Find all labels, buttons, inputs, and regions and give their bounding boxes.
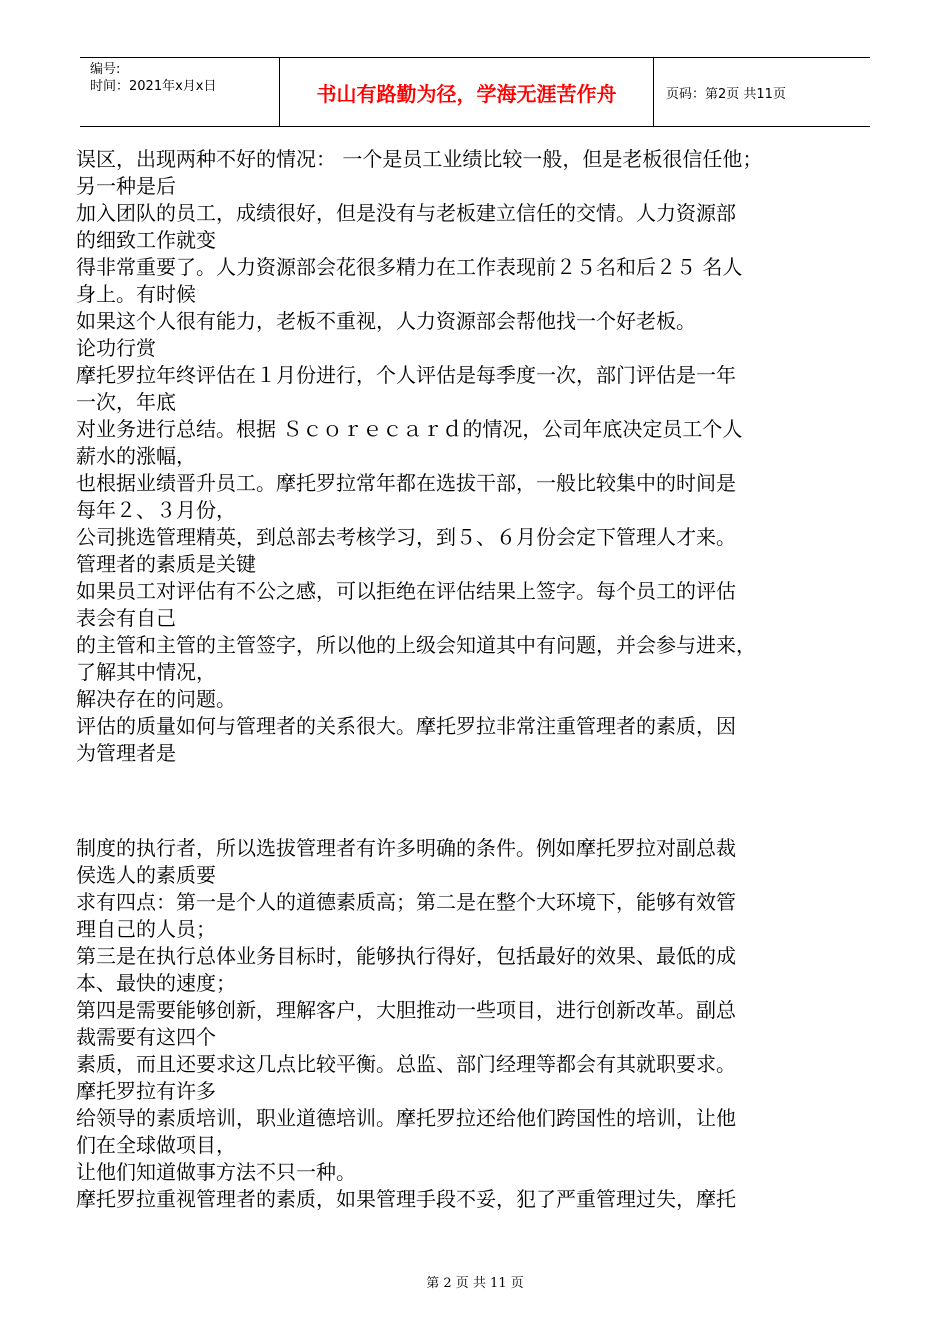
paragraph-gap [76, 767, 896, 835]
text-line: 评估的质量如何与管理者的关系很大。摩托罗拉非常注重管理者的素质，因 [76, 714, 736, 738]
text-line: 一次，年底 [76, 390, 176, 414]
text-line: 公司挑选管理精英，到总部去考核学习，到５、６月份会定下管理人才来。 [76, 525, 736, 549]
text-line: 素质，而且还要求这几点比较平衡。总监、部门经理等都会有其就职要求。 [76, 1052, 736, 1076]
text-line: 也根据业绩晋升员工。摩托罗拉常年都在选拔干部，一般比较集中的时间是 [76, 471, 736, 495]
text-line: 如果这个人很有能力，老板不重视，人力资源部会帮他找一个好老板。 [76, 309, 696, 333]
text-line: 对业务进行总结。根据 Ｓｃｏｒｅｃａｒｄ的情况，公司年底决定员工个人 [76, 417, 743, 441]
text-line: 第三是在执行总体业务目标时，能够执行得好，包括最好的效果、最低的成 [76, 944, 736, 968]
text-line: 摩托罗拉有许多 [76, 1079, 216, 1103]
text-line: 为管理者是 [76, 741, 176, 765]
text-line: 的细致工作就变 [76, 228, 216, 252]
page-header [80, 57, 870, 127]
text-line: 本、最快的速度； [76, 971, 236, 995]
text-line: 了解其中情况， [76, 660, 216, 684]
header-meta [80, 58, 280, 126]
text-line: 薪水的涨幅， [76, 444, 196, 468]
text-line: 表会有自己 [76, 606, 176, 630]
text-line: 误区，出现两种不好的情况： 一个是员工业绩比较一般，但是老板很信任他； [76, 147, 763, 171]
text-line: 让他们知道做事方法不只一种。 [76, 1160, 356, 1184]
header-page-info: 页码：第2页 共11页 [666, 86, 786, 102]
header-number-label: 编号: [90, 62, 121, 77]
text-line: 们在全球做项目， [76, 1133, 236, 1157]
text-line: 侯选人的素质要 [76, 863, 216, 887]
text-line: 如果员工对评估有不公之感，可以拒绝在评估结果上签字。每个员工的评估 [76, 579, 736, 603]
header-time-label: 时间：2021年x月x日 [90, 79, 217, 94]
header-motto: 书山有路勤为径，学海无涯苦作舟 [280, 58, 654, 126]
text-line: 摩托罗拉重视管理者的素质，如果管理手段不妥，犯了严重管理过失，摩托 [76, 1187, 736, 1211]
page-footer: 第 2 页 共 11 页 [426, 1276, 524, 1291]
text-line: 裁需要有这四个 [76, 1025, 216, 1049]
text-line: 解决存在的问题。 [76, 687, 236, 711]
body-part-1 [76, 146, 896, 767]
document-body [76, 146, 896, 1213]
text-line: 得非常重要了。人力资源部会花很多精力在工作表现前２５名和后２５ 名人 [76, 255, 743, 279]
text-line: 的主管和主管的主管签字，所以他的上级会知道其中有问题，并会参与进来， [76, 633, 756, 657]
text-line: 制度的执行者，所以选拔管理者有许多明确的条件。例如摩托罗拉对副总裁 [76, 836, 736, 860]
text-line: 身上。有时候 [76, 282, 196, 306]
body-part-2 [76, 835, 896, 1213]
text-line: 第四是需要能够创新，理解客户，大胆推动一些项目，进行创新改革。副总 [76, 998, 736, 1022]
text-line: 求有四点：第一是个人的道德素质高；第二是在整个大环境下，能够有效管 [76, 890, 736, 914]
text-line: 摩托罗拉年终评估在１月份进行，个人评估是每季度一次，部门评估是一年 [76, 363, 736, 387]
section-heading: 论功行赏 [76, 336, 156, 360]
text-line: 加入团队的员工，成绩很好，但是没有与老板建立信任的交情。人力资源部 [76, 201, 736, 225]
text-line: 每年２、３月份， [76, 498, 236, 522]
text-line: 给领导的素质培训，职业道德培训。摩托罗拉还给他们跨国性的培训，让他 [76, 1106, 736, 1130]
section-heading: 管理者的素质是关键 [76, 552, 256, 576]
text-line: 另一种是后 [76, 174, 176, 198]
text-line: 理自己的人员； [76, 917, 216, 941]
